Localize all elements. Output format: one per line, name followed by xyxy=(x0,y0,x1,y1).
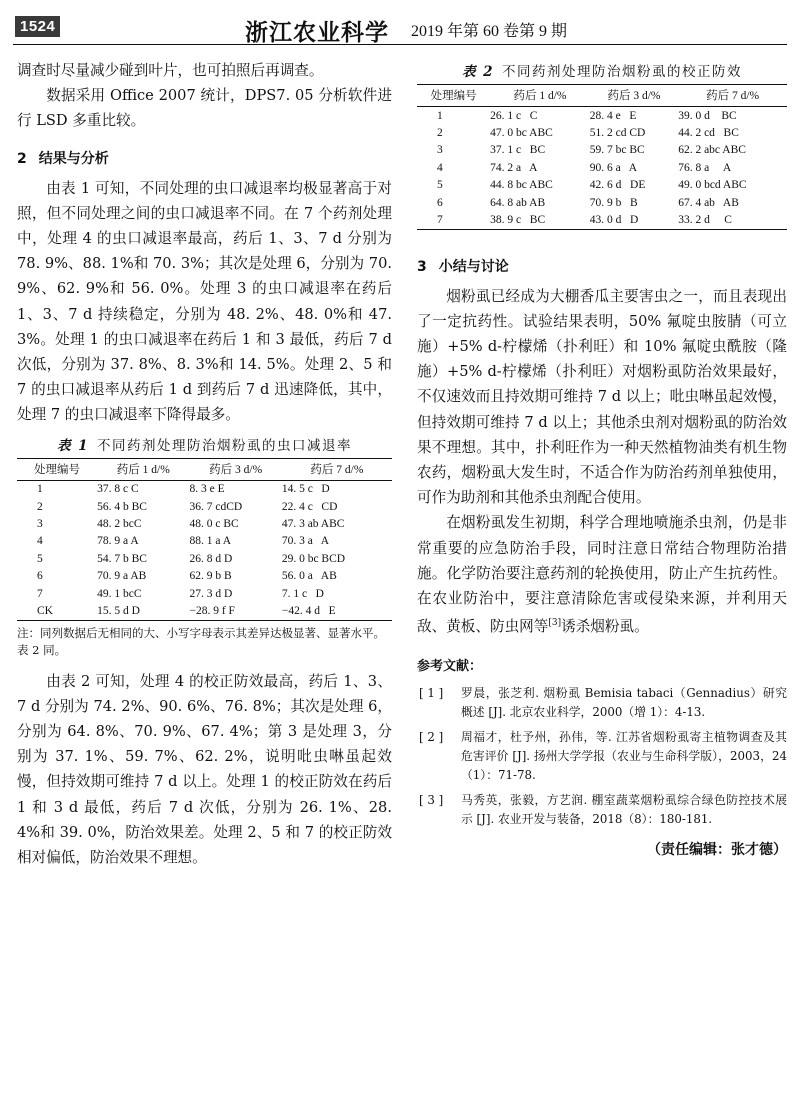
table-row xyxy=(417,124,787,141)
table-cell-value: 43. 0 d D xyxy=(590,211,678,229)
table-cell-treatment: 6 xyxy=(37,570,43,583)
table-cell-value: 90. 6 a A xyxy=(589,161,638,174)
table-cell-treatment: 3 xyxy=(437,144,443,157)
table-title: 不同药剂处理防治烟粉虱的虫口减退率 xyxy=(97,437,353,454)
reference-number: [ 2 ] xyxy=(419,730,444,745)
table-caption xyxy=(417,60,787,80)
table-cell-value: 33. 2 d C xyxy=(678,211,787,229)
table-cell-value: 47. 0 bc ABC xyxy=(490,127,553,140)
citation: [3] xyxy=(548,618,562,629)
paragraph: 由表 1 可知，不同处理的虫口减退率均极显著高于对照，但不同处理之间的虫口减退率不同。在 7 个药剂处理中，处理 4 的虫口减退率最高，药后 1、3、7 d 分别为 78. 9%、88. 1%和 70. 3%；其次是处理 6，分别为 70. 9%、62. 9%和 56. 0%。处理 3 的虫口减退率在药后 1、3、7 d 持续稳定，分别为 48. 2%、48. 0%和 47. 3%。处理 1 的虫口减退率在药后 1 和 3 最低，药后 7 d 次低，分别为 37. 8%、8. 3%和 14. 5%。处理 2、5 和 7 的虫口减退率从药后 1 d 到药后 7 d 迅速降低，其中，处理 7 的虫口减退率下降得最多。 xyxy=(17,179,392,424)
reference-text: 周福才，杜予州，孙伟，等. 江苏省烟粉虱寄主植物调查及其危害评价 [J]. 扬州大学学报（农业与生命科学版），2003，24（1）：71-78. xyxy=(461,730,787,783)
page-number: 1524 xyxy=(15,16,60,37)
table-cell-value: 70. 9 b B xyxy=(589,196,638,209)
paragraph: 由表 2 可知，处理 4 的校正防效最高，药后 1、3、7 d 分别为 74. 2%、90. 6%、76. 8%；其次是处理 6，分别为 64. 8%、70. 9%、67. 4%；第 3 是处理 3，分别为 37. 1%、59. 7%、62. 2%，说明吡虫啉虽起效慢，但持效期可维持 7 d 以上。处理 1 的校正防效在药后 1 和 3 d 最低，药后 7 d 次低，分别为 26. 1%、28. 4%和 39. 0%，防治效果差。处理 2、5 和 7 的校正防效相对偏低，防治效果不理想。 xyxy=(17,672,392,867)
table-cell-value: 44. 8 bc ABC xyxy=(490,179,553,192)
column-header: 药后 3 d/% xyxy=(590,85,678,107)
table-cell-value: 28. 4 e E xyxy=(589,109,637,122)
table-cell-value: 26. 1 c C xyxy=(490,109,538,122)
data-table xyxy=(17,458,392,621)
table-cell-value: 27. 3 d D xyxy=(189,587,233,600)
section-title: 小结与讨论 xyxy=(438,258,509,275)
paragraph-text: 在烟粉虱发生初期，科学合理地喷施杀虫剂，仍是非常重要的应急防治手段，同时注意日常结合物理防治措施。化学防治要注意药剂的轮换使用，防止产生抗药性。在农业防治中，要注意清除危害或侵染来源，并利用天敌、黄板、防虫网等 xyxy=(417,514,787,636)
column-header: 药后 1 d/% xyxy=(97,458,189,480)
table-row xyxy=(17,480,392,498)
table-cell-treatment: 4 xyxy=(437,161,443,174)
header-rule xyxy=(13,44,787,45)
paragraph: 数据采用 Office 2007 统计，DPS7. 05 分析软件进行 LSD 多重比较。 xyxy=(17,87,392,130)
table-cell-value: 70. 3 a A xyxy=(281,535,330,548)
table-row xyxy=(417,159,787,176)
issue-info: 2019 年第 60 卷第 9 期 xyxy=(411,23,568,40)
table-cell-value: 8. 3 e E xyxy=(189,483,225,496)
table-cell-value: 67. 4 ab AB xyxy=(678,196,739,209)
section-heading xyxy=(417,256,787,276)
section-number: 3 xyxy=(417,258,427,275)
reference-text: 罗晨，张芝利. 烟粉虱 Bemisia tabaci（Gennadius）研究概述 [J]. 北京农业科学，2000（增 1）：4-13. xyxy=(461,686,787,720)
section-title: 结果与分析 xyxy=(38,150,109,167)
table-cell-value: 42. 6 d DE xyxy=(589,179,646,192)
reference-item xyxy=(417,728,787,785)
table-cell-value: 56. 0 a AB xyxy=(281,570,337,583)
table-cell-value: 62. 9 b B xyxy=(189,570,232,583)
table-cell-value: 88. 1 a A xyxy=(189,535,231,548)
table-row xyxy=(17,550,392,567)
reference-item xyxy=(417,791,787,829)
table-cell-value: 62. 2 abc ABC xyxy=(678,144,746,157)
table-cell-value: 14. 5 c D xyxy=(281,483,330,496)
column-header: 药后 3 d/% xyxy=(189,458,281,480)
table-number: 表 1 xyxy=(56,437,90,454)
table-cell-value: 51. 2 cd CD xyxy=(589,127,646,140)
table-cell-value: 29. 0 bc BCD xyxy=(281,552,346,565)
paragraph: 调查时尽量减少碰到叶片，也可拍照后再调查。 xyxy=(17,62,324,79)
table-row xyxy=(17,602,392,620)
table-cell-value: 78. 9 a A xyxy=(97,535,139,548)
table-number: 表 2 xyxy=(461,64,495,80)
table-cell-value: 76. 8 a A xyxy=(678,161,732,174)
table-cell-value: 49. 1 bcC xyxy=(97,587,142,600)
table-cell-value: 39. 0 d BC xyxy=(678,109,737,122)
table-cell-value: 48. 0 c BC xyxy=(189,518,239,531)
table-row xyxy=(417,211,787,229)
section-heading xyxy=(17,148,392,168)
table-row xyxy=(17,585,392,602)
table-row xyxy=(17,568,392,585)
table-cell-value: 7. 1 c D xyxy=(281,587,324,600)
table-cell-value: 38. 9 c BC xyxy=(490,211,590,229)
table-cell-treatment: 1 xyxy=(437,109,443,122)
table-cell-treatment: 2 xyxy=(437,127,443,140)
table-cell-treatment: 5 xyxy=(437,179,443,192)
table-header-row xyxy=(17,458,392,480)
table-cell-value: 70. 9 a AB xyxy=(97,570,147,583)
paragraph-text: 诱杀烟粉虱。 xyxy=(561,618,649,636)
table-title: 不同药剂处理防治烟粉虱的校正防效 xyxy=(502,64,743,80)
table-cell-value: 64. 8 ab AB xyxy=(490,196,546,209)
table-cell-value: 44. 2 cd BC xyxy=(678,127,739,140)
table-cell-treatment: 6 xyxy=(437,196,443,209)
table-caption xyxy=(17,434,392,454)
table-cell-treatment: 1 xyxy=(37,483,43,496)
table-cell-value: −42. 4 d E xyxy=(282,602,392,620)
table-note: 注：同列数据后无相同的大、小写字母表示其差异达极显著、显著水平。表 2 同。 xyxy=(17,625,385,657)
column-header: 处理编号 xyxy=(17,458,97,480)
table-cell-value: 47. 3 ab ABC xyxy=(281,518,345,531)
table-cell-treatment: 7 xyxy=(417,211,490,229)
data-table xyxy=(417,84,787,230)
table-cell-treatment: 2 xyxy=(37,500,43,513)
table-cell-value: 54. 7 b BC xyxy=(97,552,147,565)
table-header-row xyxy=(417,85,787,107)
table-row xyxy=(417,142,787,159)
table-cell-value: 26. 8 d D xyxy=(189,552,233,565)
table-row xyxy=(17,498,392,515)
page-header xyxy=(13,14,787,44)
table-cell-value: 37. 1 c BC xyxy=(490,144,546,157)
table-cell-value: 36. 7 cdCD xyxy=(189,500,243,513)
responsible-editor: （责任编辑：张才德） xyxy=(647,842,787,859)
table-cell-treatment: 3 xyxy=(37,518,43,531)
table-cell-value: 37. 8 c C xyxy=(97,483,139,496)
paragraph: 烟粉虱已经成为大棚香瓜主要害虫之一，而且表现出了一定抗药性。试验结果表明，50% 氟啶虫胺腈（可立施）+5% d-柠檬烯（扑利旺）和 10% 氟啶虫酰胺（隆施）+5% d-柠檬烯（扑利旺）对烟粉虱防治效果最好，不仅速效而且持效期可维持 7 d 以上；吡虫啉虽起效慢，但持效期可维持 7 d 以上；其他杀虫剂对烟粉虱的防治效果不理想。其中，扑利旺作为一种天然植物油类有机生物农药，烟粉虱大发生时，不适合作为防治药剂单独使用，可作为助剂和其他杀虫剂配合使用。 xyxy=(417,287,787,507)
reference-number: [ 3 ] xyxy=(419,793,444,808)
column-header: 药后 7 d/% xyxy=(678,85,787,107)
table-row xyxy=(17,515,392,532)
table-row xyxy=(417,194,787,211)
table-row xyxy=(417,177,787,194)
references-list xyxy=(417,684,787,829)
table-cell-value: 74. 2 a A xyxy=(490,161,538,174)
table-cell-value: −28. 9 f F xyxy=(189,602,281,620)
table-cell-value: 22. 4 c CD xyxy=(281,500,338,513)
column-header: 药后 7 d/% xyxy=(282,458,392,480)
left-column xyxy=(17,58,392,870)
reference-item xyxy=(417,684,787,722)
table-cell-treatment: 4 xyxy=(37,535,43,548)
table-row xyxy=(17,533,392,550)
journal-name: 浙江农业科学 xyxy=(245,19,389,46)
column-header: 药后 1 d/% xyxy=(490,85,590,107)
column-header: 处理编号 xyxy=(417,85,490,107)
table-row xyxy=(417,107,787,125)
table-cell-treatment: 7 xyxy=(37,587,43,600)
reference-number: [ 1 ] xyxy=(419,686,444,701)
table-cell-treatment: CK xyxy=(17,602,97,620)
table-cell-value: 15. 5 d D xyxy=(97,602,189,620)
table-cell-treatment: 5 xyxy=(37,552,43,565)
reference-text: 马秀英，张毅，方艺润. 棚室蔬菜烟粉虱综合绿色防控技术展示 [J]. 农业开发与装备，2018（8）：180-181. xyxy=(461,793,787,827)
table-cell-value: 48. 2 bcC xyxy=(97,518,142,531)
table-cell-value: 59. 7 bc BC xyxy=(589,144,645,157)
section-number: 2 xyxy=(17,150,27,167)
table-cell-value: 49. 0 bcd ABC xyxy=(678,179,747,192)
references-heading: 参考文献： xyxy=(417,659,483,675)
table-cell-value: 56. 4 b BC xyxy=(97,500,147,513)
paragraph xyxy=(417,510,787,639)
right-column xyxy=(417,58,787,859)
